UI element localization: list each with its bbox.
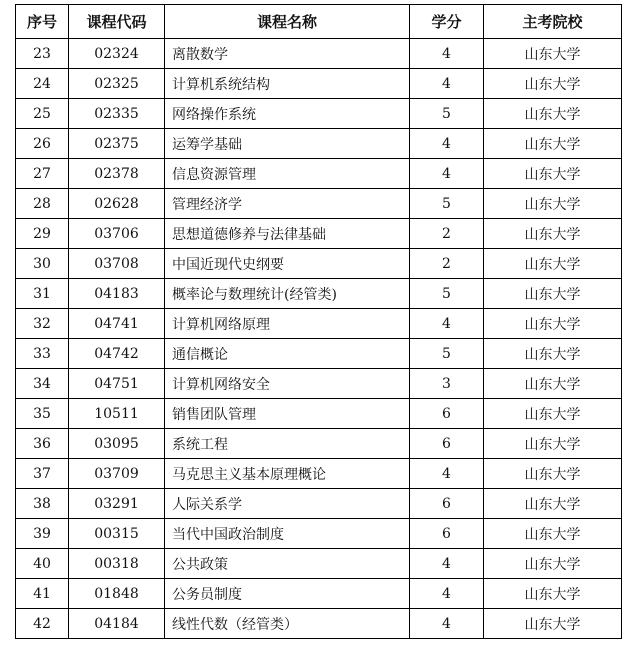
header-serial-number: 序号 — [16, 5, 69, 39]
table-row — [16, 219, 622, 249]
cell-course-name: 管理经济学 — [165, 189, 410, 219]
header-course-name: 课程名称 — [165, 5, 410, 39]
cell-course-code: 02375 — [69, 129, 165, 159]
cell-course-name: 当代中国政治制度 — [165, 519, 410, 549]
table-row — [16, 69, 622, 99]
cell-serial-number: 40 — [16, 549, 69, 579]
table-row — [16, 159, 622, 189]
cell-serial-number: 36 — [16, 429, 69, 459]
cell-credits: 6 — [410, 519, 484, 549]
cell-examining-institution: 山东大学 — [484, 99, 622, 129]
table-row — [16, 129, 622, 159]
cell-serial-number: 25 — [16, 99, 69, 129]
cell-course-name: 思想道德修养与法律基础 — [165, 219, 410, 249]
cell-examining-institution: 山东大学 — [484, 429, 622, 459]
table-row — [16, 609, 622, 639]
table-row — [16, 429, 622, 459]
cell-course-name: 人际关系学 — [165, 489, 410, 519]
cell-course-name: 网络操作系统 — [165, 99, 410, 129]
cell-credits: 6 — [410, 399, 484, 429]
header-examining-institution: 主考院校 — [484, 5, 622, 39]
cell-course-name: 马克思主义基本原理概论 — [165, 459, 410, 489]
table-row — [16, 339, 622, 369]
cell-course-code: 01848 — [69, 579, 165, 609]
table-row — [16, 549, 622, 579]
cell-course-name: 离散数学 — [165, 39, 410, 69]
cell-serial-number: 38 — [16, 489, 69, 519]
cell-serial-number: 37 — [16, 459, 69, 489]
cell-serial-number: 23 — [16, 39, 69, 69]
cell-credits: 5 — [410, 339, 484, 369]
table-row — [16, 579, 622, 609]
table-row — [16, 459, 622, 489]
cell-examining-institution: 山东大学 — [484, 519, 622, 549]
cell-credits: 2 — [410, 249, 484, 279]
table-row — [16, 519, 622, 549]
cell-serial-number: 41 — [16, 579, 69, 609]
cell-serial-number: 31 — [16, 279, 69, 309]
cell-course-code: 00315 — [69, 519, 165, 549]
cell-examining-institution: 山东大学 — [484, 339, 622, 369]
table-row — [16, 189, 622, 219]
table-body — [16, 39, 622, 639]
cell-course-name: 概率论与数理统计(经管类) — [165, 279, 410, 309]
table-row — [16, 279, 622, 309]
cell-serial-number: 24 — [16, 69, 69, 99]
cell-credits: 4 — [410, 39, 484, 69]
cell-credits: 4 — [410, 579, 484, 609]
cell-examining-institution: 山东大学 — [484, 249, 622, 279]
cell-credits: 4 — [410, 69, 484, 99]
cell-course-name: 中国近现代史纲要 — [165, 249, 410, 279]
cell-credits: 5 — [410, 99, 484, 129]
header-course-code: 课程代码 — [69, 5, 165, 39]
table-row — [16, 309, 622, 339]
cell-examining-institution: 山东大学 — [484, 129, 622, 159]
cell-course-name: 销售团队管理 — [165, 399, 410, 429]
cell-course-code: 03095 — [69, 429, 165, 459]
cell-credits: 4 — [410, 159, 484, 189]
table-row — [16, 39, 622, 69]
table-row — [16, 369, 622, 399]
cell-credits: 5 — [410, 189, 484, 219]
cell-course-name: 计算机系统结构 — [165, 69, 410, 99]
cell-course-name: 线性代数（经管类） — [165, 609, 410, 639]
cell-credits: 2 — [410, 219, 484, 249]
course-table — [15, 4, 622, 639]
cell-credits: 4 — [410, 459, 484, 489]
header-credits: 学分 — [410, 5, 484, 39]
cell-credits: 6 — [410, 489, 484, 519]
cell-course-code: 02628 — [69, 189, 165, 219]
cell-credits: 5 — [410, 279, 484, 309]
cell-examining-institution: 山东大学 — [484, 219, 622, 249]
cell-examining-institution: 山东大学 — [484, 369, 622, 399]
cell-examining-institution: 山东大学 — [484, 69, 622, 99]
cell-course-name: 计算机网络原理 — [165, 309, 410, 339]
cell-credits: 4 — [410, 549, 484, 579]
cell-course-code: 03706 — [69, 219, 165, 249]
cell-examining-institution: 山东大学 — [484, 459, 622, 489]
cell-serial-number: 33 — [16, 339, 69, 369]
cell-course-code: 04183 — [69, 279, 165, 309]
cell-course-name: 计算机网络安全 — [165, 369, 410, 399]
cell-course-code: 03291 — [69, 489, 165, 519]
cell-credits: 3 — [410, 369, 484, 399]
table-row — [16, 249, 622, 279]
cell-credits: 4 — [410, 309, 484, 339]
cell-course-name: 系统工程 — [165, 429, 410, 459]
cell-examining-institution: 山东大学 — [484, 189, 622, 219]
cell-course-code: 04741 — [69, 309, 165, 339]
cell-serial-number: 32 — [16, 309, 69, 339]
cell-serial-number: 29 — [16, 219, 69, 249]
cell-examining-institution: 山东大学 — [484, 579, 622, 609]
cell-course-name: 公务员制度 — [165, 579, 410, 609]
table-header-row — [16, 5, 622, 39]
cell-course-code: 02335 — [69, 99, 165, 129]
cell-serial-number: 27 — [16, 159, 69, 189]
cell-course-code: 04742 — [69, 339, 165, 369]
cell-course-code: 02324 — [69, 39, 165, 69]
cell-serial-number: 28 — [16, 189, 69, 219]
cell-course-code: 02325 — [69, 69, 165, 99]
cell-serial-number: 39 — [16, 519, 69, 549]
cell-serial-number: 34 — [16, 369, 69, 399]
cell-course-code: 04184 — [69, 609, 165, 639]
cell-examining-institution: 山东大学 — [484, 609, 622, 639]
cell-examining-institution: 山东大学 — [484, 279, 622, 309]
cell-credits: 4 — [410, 609, 484, 639]
cell-examining-institution: 山东大学 — [484, 489, 622, 519]
cell-course-name: 公共政策 — [165, 549, 410, 579]
cell-examining-institution: 山东大学 — [484, 159, 622, 189]
cell-examining-institution: 山东大学 — [484, 39, 622, 69]
cell-serial-number: 26 — [16, 129, 69, 159]
cell-serial-number: 35 — [16, 399, 69, 429]
cell-course-code: 02378 — [69, 159, 165, 189]
cell-course-code: 03709 — [69, 459, 165, 489]
table-row — [16, 489, 622, 519]
cell-credits: 4 — [410, 129, 484, 159]
cell-course-code: 03708 — [69, 249, 165, 279]
cell-course-code: 00318 — [69, 549, 165, 579]
cell-examining-institution: 山东大学 — [484, 309, 622, 339]
table-row — [16, 99, 622, 129]
cell-course-name: 运筹学基础 — [165, 129, 410, 159]
table-row — [16, 399, 622, 429]
cell-examining-institution: 山东大学 — [484, 399, 622, 429]
cell-course-code: 04751 — [69, 369, 165, 399]
cell-course-name: 信息资源管理 — [165, 159, 410, 189]
cell-serial-number: 30 — [16, 249, 69, 279]
cell-credits: 6 — [410, 429, 484, 459]
cell-course-name: 通信概论 — [165, 339, 410, 369]
cell-course-code: 10511 — [69, 399, 165, 429]
cell-examining-institution: 山东大学 — [484, 549, 622, 579]
cell-serial-number: 42 — [16, 609, 69, 639]
